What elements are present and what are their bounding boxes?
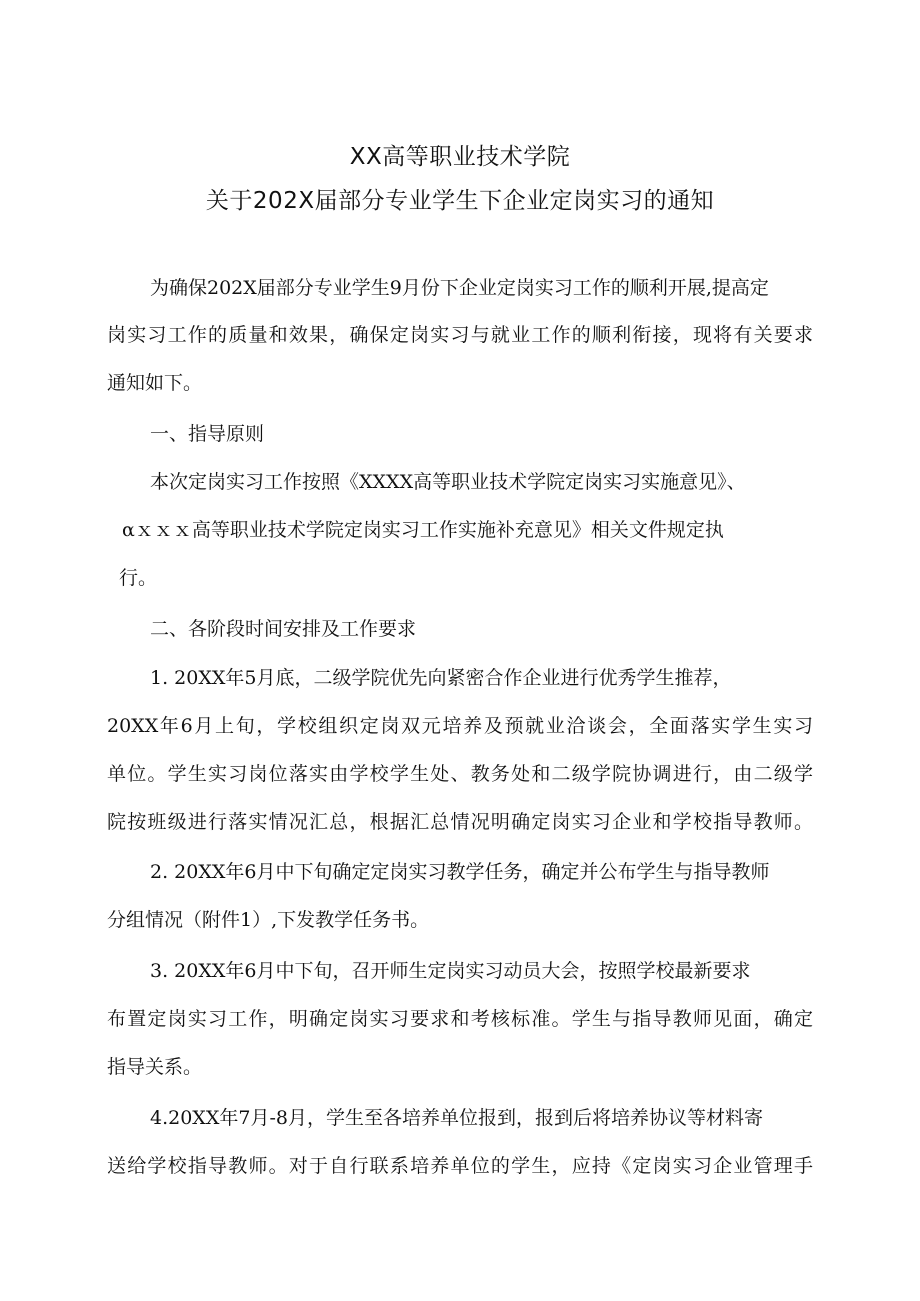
paragraph-line: 2. 20XX年6月中下旬确定定岗实习教学任务，确定并公布学生与指导教师	[150, 861, 770, 883]
paragraph-line: 行。	[119, 567, 158, 589]
paragraph-line: 送给学校指导教师。对于自行联系培养单位的学生，应持《定岗实习企业管理手	[107, 1155, 813, 1177]
paragraph-line: 院按班级进行落实情况汇总，根据汇总情况明确定岗实习企业和学校指导教师。	[107, 811, 813, 833]
section-heading: 一、指导原则	[150, 423, 265, 445]
paragraph-line: 分组情况（附件1）,下发教学任务书。	[107, 909, 430, 931]
paragraph-line: 通知如下。	[107, 372, 203, 394]
paragraph-line: 指导关系。	[107, 1056, 203, 1078]
paragraph-line: 单位。学生实习岗位落实由学校学生处、教务处和二级学院协调进行，由二级学	[107, 763, 813, 785]
paragraph-line: 1. 20XX年5月底，二级学院优先向紧密合作企业进行优秀学生推荐，	[150, 667, 732, 689]
paragraph-line: 3. 20XX年6月中下旬，召开师生定岗实习动员大会，按照学校最新要求	[150, 960, 751, 982]
paragraph-line: 布置定岗实习工作，明确定岗实习要求和考核标准。学生与指导教师见面，确定	[107, 1008, 813, 1030]
document-title-line-1: XX高等职业技术学院	[349, 144, 571, 170]
paragraph-line: 20XX年6月上旬，学校组织定岗双元培养及预就业洽谈会，全面落实学生实习	[107, 715, 813, 737]
paragraph-line: αｘｘｘ高等职业技术学院定岗实习工作实施补充意见》相关文件规定执	[122, 519, 724, 541]
paragraph-line: 为确保202X届部分专业学生9月份下企业定岗实习工作的顺利开展,提高定	[150, 277, 769, 299]
document-title-line-2: 关于202X届部分专业学生下企业定岗实习的通知	[205, 188, 715, 214]
paragraph-line: 本次定岗实习工作按照《XXXX高等职业技术学院定岗实习实施意见》、	[150, 471, 746, 493]
paragraph-line: 岗实习工作的质量和效果，确保定岗实习与就业工作的顺利衔接，现将有关要求	[107, 324, 813, 346]
section-heading: 二、各阶段时间安排及工作要求	[150, 618, 417, 640]
paragraph-line: 4.20XX年7月-8月，学生至各培养单位报到，报到后将培养协议等材料寄	[150, 1107, 763, 1129]
